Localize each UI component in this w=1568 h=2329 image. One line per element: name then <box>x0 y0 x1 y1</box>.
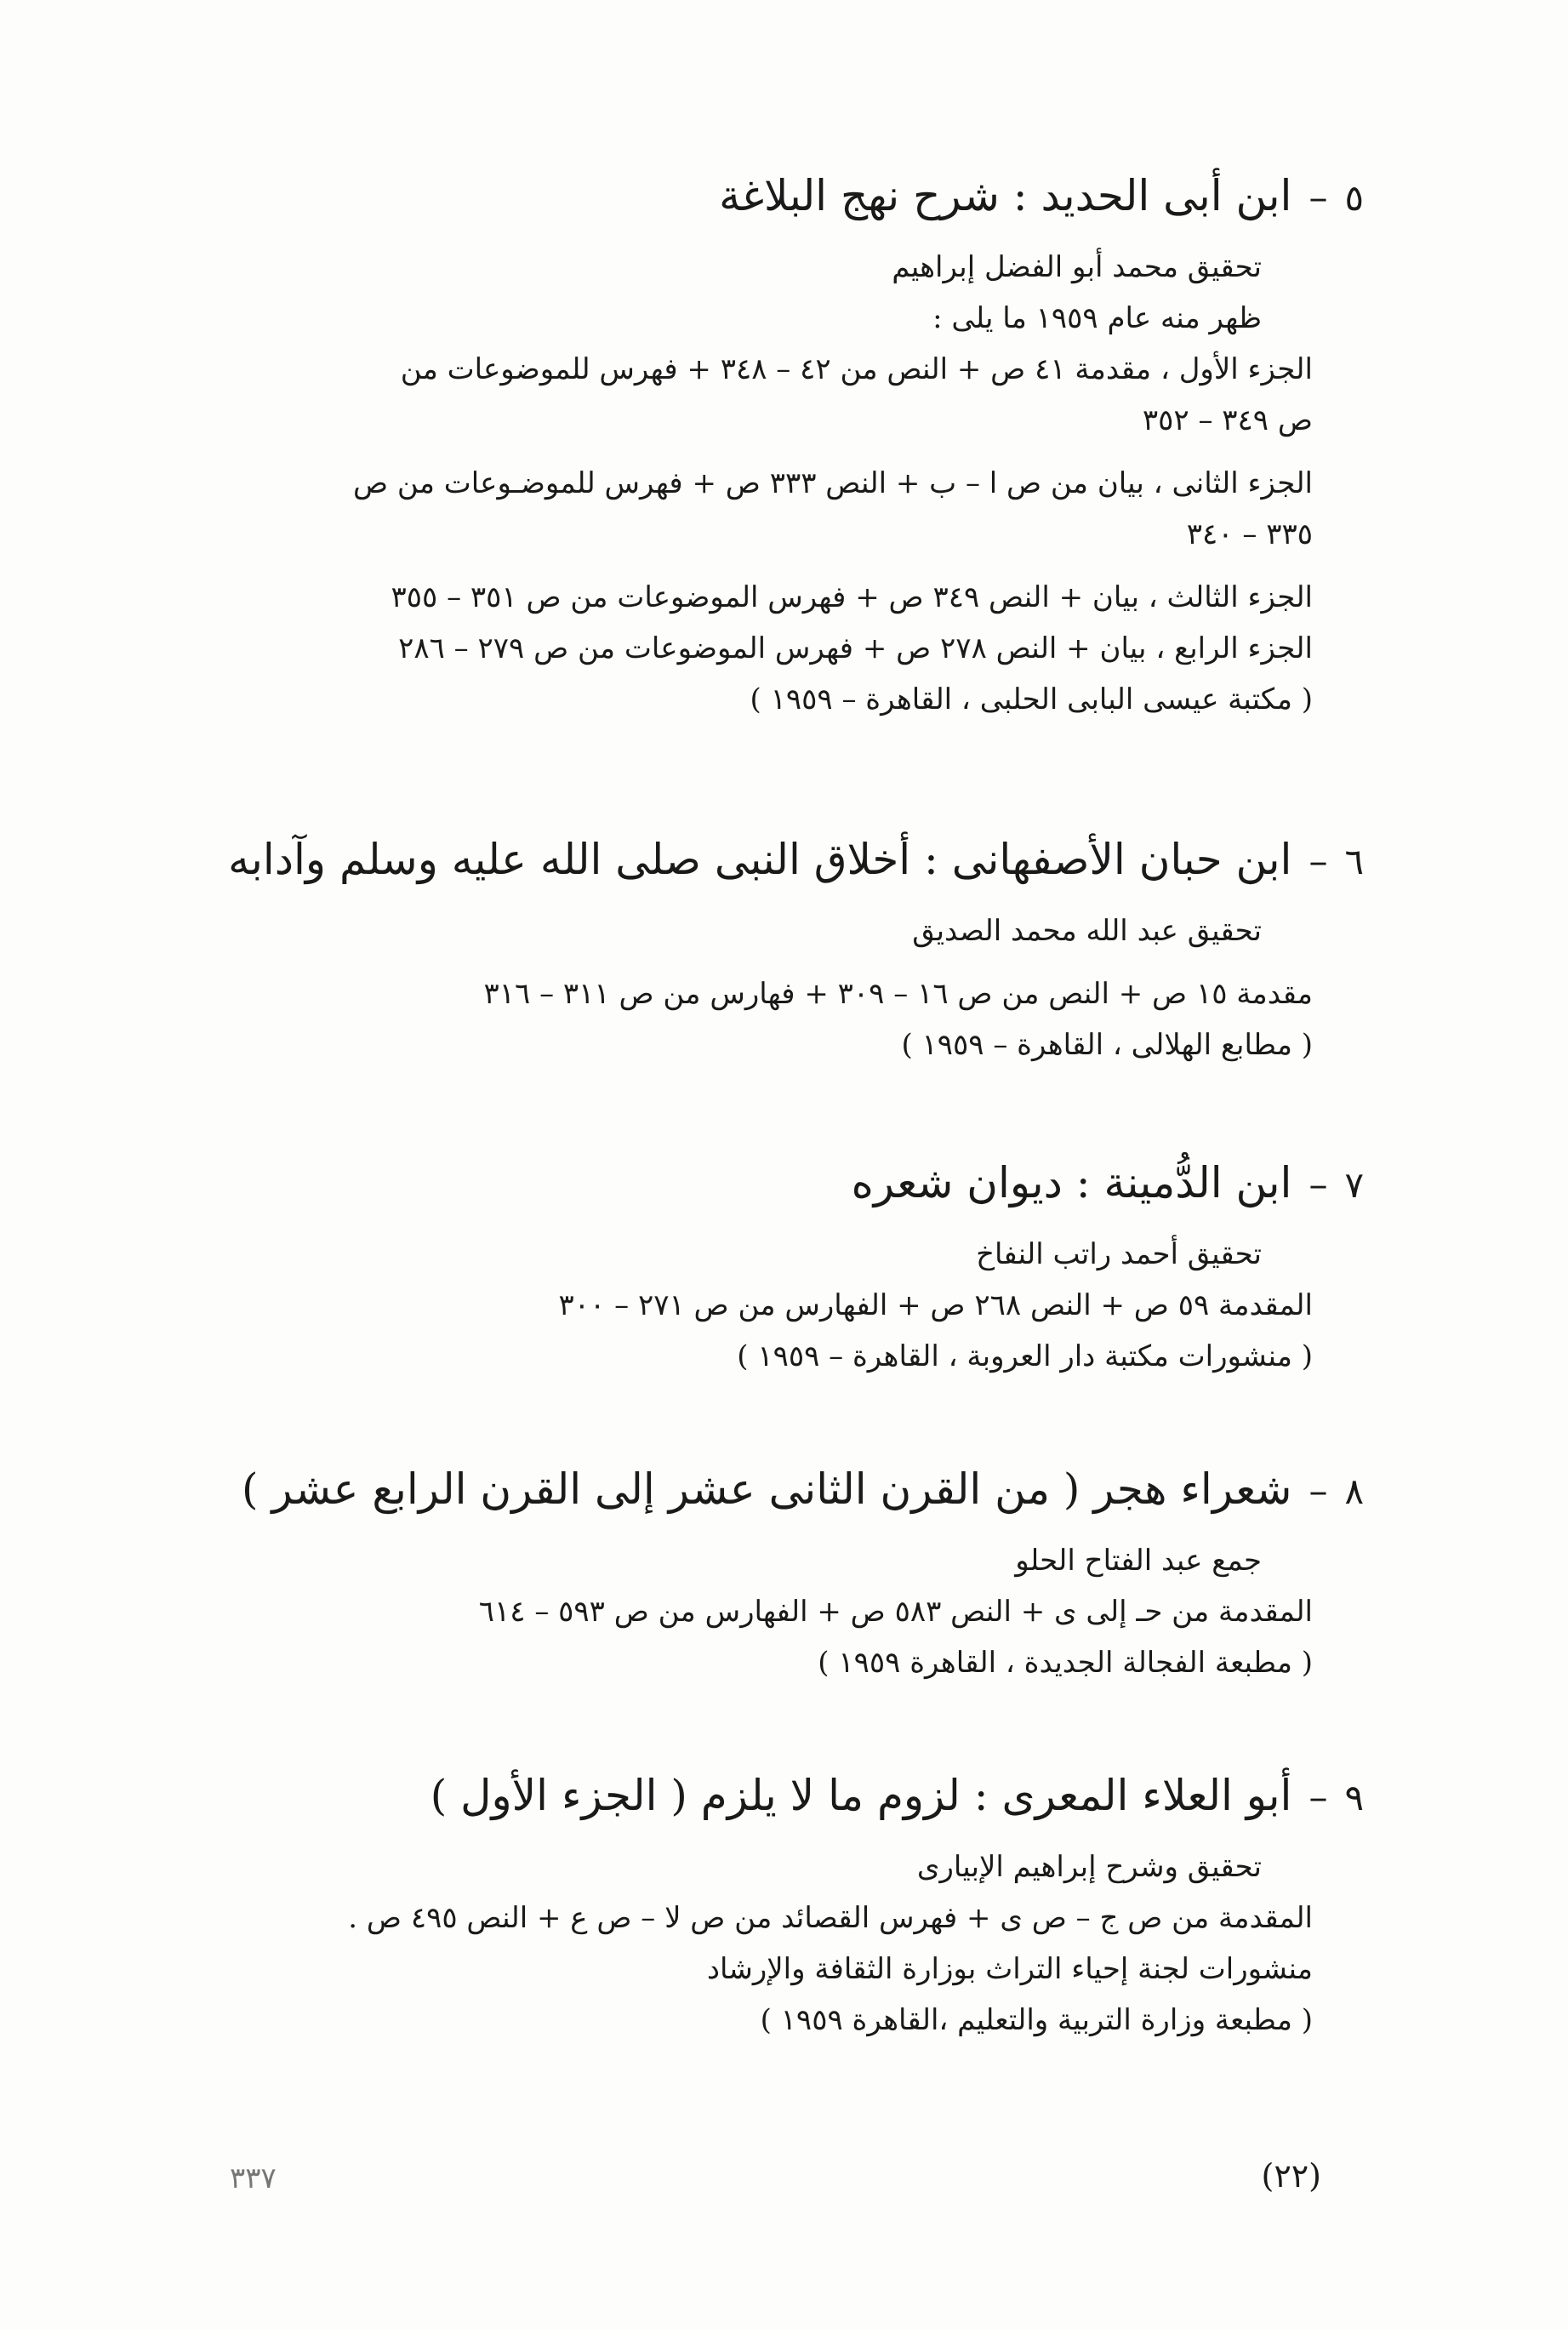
entry-heading <box>196 1770 1364 1821</box>
entry-body <box>196 1229 1313 1382</box>
text-line: الجزء الرابع ، بيان + النص ٢٧٨ ص + فهرس الموضوعات من ص ٢٧٩ – ٢٨٦ <box>398 631 1313 665</box>
entry-heading <box>196 1157 1364 1208</box>
entry-heading <box>196 1464 1364 1515</box>
bibliography-entry-9 <box>196 1770 1364 2046</box>
publisher-line: ( منشورات مكتبة دار العروبة ، القاهرة – ١٩٥٩ ) <box>737 1339 1313 1373</box>
entry-title: ابن حبان الأصفهانى : أخلاق النبى صلى الله عليه وسلم وآدابه <box>228 835 1292 884</box>
entry-body <box>196 1841 1313 2046</box>
bibliography-entry-8 <box>196 1464 1364 1688</box>
editor-line: تحقيق محمد أبو الفضل إبراهيم <box>892 250 1262 284</box>
editor-line: تحقيق أحمد راتب النفاخ <box>976 1237 1262 1271</box>
editor-line: تحقيق وشرح إبراهيم الإبيارى <box>916 1850 1262 1884</box>
entry-heading <box>196 834 1364 885</box>
editor-line: تحقيق عبد الله محمد الصديق <box>912 914 1262 948</box>
text-line: المقدمة من حـ إلى ى + النص ٥٨٣ ص + الفهارس من ص ٥٩٣ – ٦١٤ <box>478 1595 1313 1629</box>
page-number: (٢٢) <box>1261 2157 1321 2195</box>
publisher-line: ( مطبعة الفجالة الجديدة ، القاهرة ١٩٥٩ ) <box>818 1646 1313 1680</box>
entry-dash: – <box>1309 1470 1328 1513</box>
entry-body <box>196 1535 1313 1688</box>
text-line: ظهر منه عام ١٩٥٩ ما يلى : <box>932 301 1262 335</box>
publisher-line: ( مطبعة وزارة التربية والتعليم ،القاهرة ١٩٥٩ ) <box>760 2003 1313 2037</box>
entry-title: أبو العلاء المعرى : لزوم ما لا يلزم ( الجزء الأول ) <box>430 1771 1292 1820</box>
entry-number: ٧ <box>1344 1164 1364 1206</box>
text-line: المقدمة ٥٩ ص + النص ٢٦٨ ص + الفهارس من ص ٢٧١ – ٣٠٠ <box>558 1288 1313 1322</box>
text-line: الجزء الثانى ، بيان من ص ا – ب + النص ٣٣٣ ص + فهرس للموضـوعات من ص <box>352 466 1313 500</box>
text-line: الجزء الأول ، مقدمة ٤١ ص + النص من ٤٢ – ٣٤٨ + فهرس للموضوعات من <box>400 352 1313 386</box>
text-line: المقدمة من ص ج – ص ى + فهرس القصائد من ص لا – ص ع + النص ٤٩٥ ص . <box>348 1901 1313 1935</box>
entry-number: ٦ <box>1344 841 1364 882</box>
entry-title: ابن أبى الحديد : شرح نهج البلاغة <box>719 171 1292 220</box>
text-line: ص ٣٤٩ – ٣٥٢ <box>1142 403 1313 437</box>
bibliography-entry-7 <box>196 1157 1364 1382</box>
bibliography-entry-5 <box>196 170 1364 725</box>
entry-dash: – <box>1309 840 1328 883</box>
text-line: منشورات لجنة إحياء التراث بوزارة الثقافة والإرشاد <box>706 1952 1313 1986</box>
entry-number: ٨ <box>1344 1470 1364 1512</box>
entry-dash: – <box>1309 176 1328 220</box>
publisher-line: ( مطابع الهلالى ، القاهرة – ١٩٥٩ ) <box>901 1028 1313 1062</box>
entry-number: ٩ <box>1344 1777 1364 1818</box>
bibliography-entry-6 <box>196 834 1364 1070</box>
text-line: مقدمة ١٥ ص + النص من ص ١٦ – ٣٠٩ + فهارس من ص ٣١١ – ٣١٦ <box>483 977 1313 1011</box>
entry-body <box>196 905 1313 1070</box>
entry-dash: – <box>1309 1163 1328 1207</box>
entry-dash: – <box>1309 1776 1328 1819</box>
publisher-line: ( مكتبة عيسى البابى الحلبى ، القاهرة – ١٩٥٩ ) <box>750 682 1313 716</box>
editor-line: جمع عبد الفتاح الحلو <box>1015 1544 1262 1578</box>
page-stamp: ٣٣٧ <box>230 2161 277 2195</box>
text-line: ٣٣٥ – ٣٤٠ <box>1186 517 1313 551</box>
entry-number: ٥ <box>1344 177 1364 219</box>
entry-title: ابن الدُّمينة : ديوان شعره <box>851 1158 1292 1207</box>
entry-title: شعراء هجر ( من القرن الثانى عشر إلى القرن الرابع عشر ) <box>242 1464 1292 1514</box>
entry-heading <box>196 170 1364 221</box>
text-line: الجزء الثالث ، بيان + النص ٣٤٩ ص + فهرس الموضوعات من ص ٣٥١ – ٣٥٥ <box>391 580 1313 614</box>
entry-body <box>196 242 1313 725</box>
